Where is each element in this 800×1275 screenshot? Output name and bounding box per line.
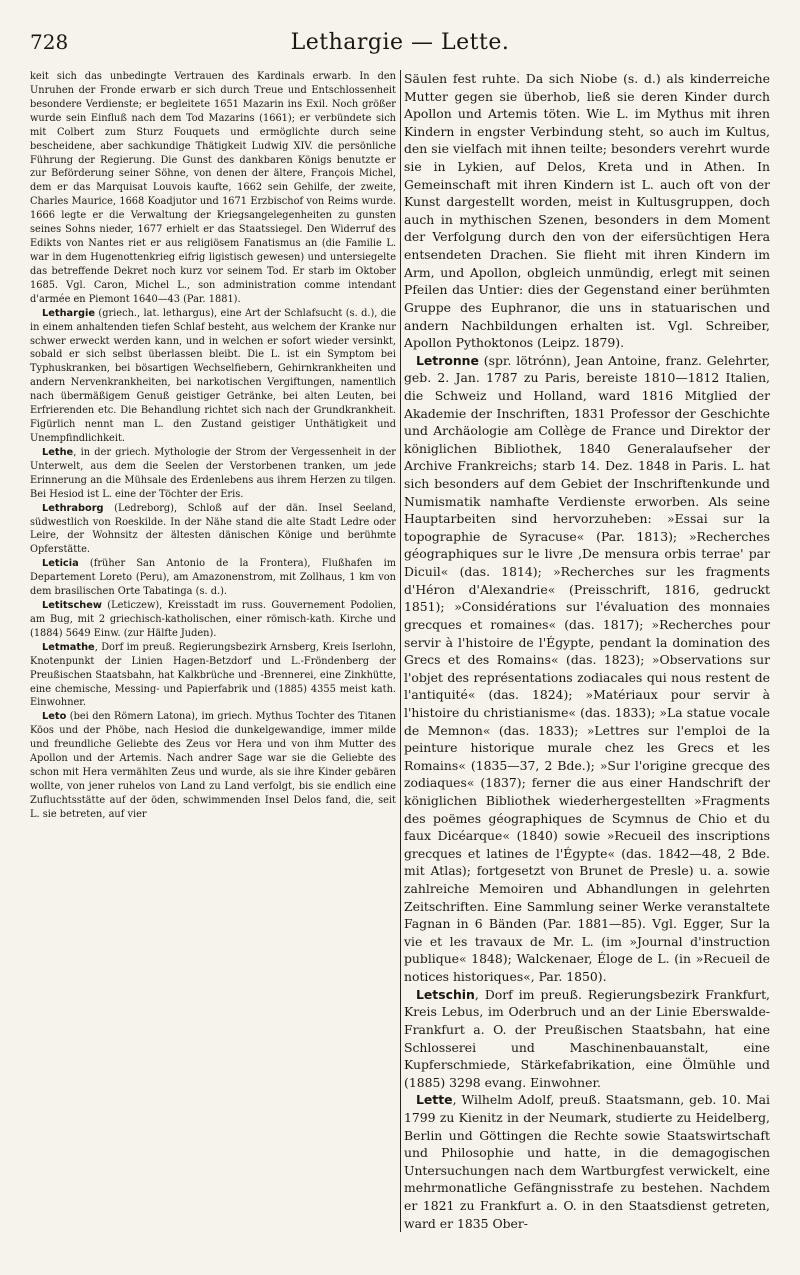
page-header [30, 30, 770, 64]
page-number: 728 [30, 30, 69, 54]
entry-text: , in der griech. Mythologie der Strom der Vergessenheit in der Unterwelt, aus dem die Seelen der Verstorbenen tranken, um jede Erinnerung an die Mühsale des Erdenlebens aus ihrem Herzen zu tilgen. Bei Hesiod ist L. eine der Töchter der Eris. [30, 446, 396, 500]
entry-headword: Lethraborg [42, 502, 104, 514]
entry-headword: Letronne [416, 352, 479, 368]
entry-text: , Dorf im preuß. Regierungsbezirk Arnsberg, Kreis Iserlohn, Knotenpunkt der Linien Hagen-Betzdorf und L.-Fröndenberg der Preußischen Staatsbahn, hat Kalkbrüche und -Brennerei, eine Zinkhütte, eine chemische, Messing- und Papierfabrik und (1885) 4355 meist kath. Einwohner. [30, 641, 396, 709]
dictionary-entry [30, 446, 396, 502]
entry-headword: Lethe [42, 446, 74, 458]
entry-headword: Letmathe [42, 641, 95, 653]
dictionary-entry [404, 1091, 770, 1232]
entry-headword: Letschin [416, 986, 475, 1002]
entry-text: (Ledreborg), Schloß auf der dän. Insel Seeland, südwestlich von Roeskilde. In der Nähe stand die alte Stadt Ledre oder Leire, der Wohnsitz der ältesten dänischen Könige und berühmte Opferstätte. [30, 502, 396, 556]
dictionary-entry [30, 710, 396, 821]
dictionary-entry [30, 70, 396, 307]
entry-text: (spr. lötrónn), Jean Antoine, franz. Gelehrter, geb. 2. Jan. 1787 zu Paris, bereiste 1810—1812 Italien, die Schweiz und Holland, ward 1816 Mitglied der Akademie der Inschriften, 1831 Professor der Geschichte und Archäologie am Collège de France und Direktor der königlichen Bibliothek, 1840 Generalaufseher der Archive Frankreichs; starb 14. Dez. 1848 in Paris. L. hat sich besonders auf dem Gebiet der Inschriftenkunde und Numismatik namhafte Verdienste erworben. Als seine Hauptarbeiten sind hervorzuheben: »Essai sur la topographie de Syracuse« (Par. 1813); »Recherches géographiques sur le livre ‚De mensura orbis terrae' par Dicuil« (das. 1814); »Recherches sur les fragments d'Héron d'Alexandrie« (Preisschrift, 1816, gedruckt 1851); »Considérations sur l'évaluation des monnaies grecques et romaines« (das. 1817); »Recherches pour servir à l'histoire de l'Égypte, pendant la domination des Grecs et des Romains« (das. 1823); »Observations sur l'objet des représentations zodiacales qui nous restent de l'antiquité« (das. 1824); »Matériaux pour servir à l'histoire du christianisme« (das. 1833); »La statue vocale de Memnon« (das. 1833); »Lettres sur l'emploi de la peinture historique murale chez les Grecs et les Romains« (1835—37, 2 Bde.); »Sur l'origine grecque des zodiaques« (1837); ferner die aus einer Handschrift der königlichen Bibliothek wiederhergestellten »Fragments des poëmes géographiques de Scymnus de Chio et du faux Dicéarque« (1840) sowie »Recueil des inscriptions grecques et latines de l'Égypte« (das. 1842—48, 2 Bde. mit Atlas); fortgesetzt von Brunet de Presle) u. a. sowie zahlreiche Memoiren und Abhandlungen in gelehrten Zeitschriften. Eine Sammlung seiner Werke veranstaltete Fagnan in 6 Bänden (Par. 1881—85). Vgl. Egger, Sur la vie et les travaux de Mr. L. (im »Journal d'instruction publique« 1848); Walckenaer, Éloge de L. (in »Recueil de notices historiques«, Par. 1850). [404, 352, 770, 985]
dictionary-entry [404, 986, 770, 1092]
dictionary-entry [404, 352, 770, 986]
dictionary-entry [30, 599, 396, 641]
entry-text: , Wilhelm Adolf, preuß. Staatsmann, geb. 10. Mai 1799 zu Kienitz in der Neumark, studierte zu Heidelberg, Berlin und Göttingen die Rechte sowie Staatswirtschaft und Philosophie und hatte, in die demagogischen Untersuchungen nach dem Wartburgfest verwickelt, eine mehrmonatliche Gefängnisstrafe zu bestehen. Nachdem er 1821 zu Frankfurt a. O. in den Staatsdienst getreten, ward er 1835 Ober- [404, 1092, 770, 1231]
entry-text: , Dorf im preuß. Regierungsbezirk Frankfurt, Kreis Lebus, im Oderbruch und an der Linie Eberswalde-Frankfurt a. O. der Preußischen Staatsbahn, hat eine Schlosserei und Maschinenbauanstalt, eine Kupferschmiede, Stärkefabrikation, eine Ölmühle und (1885) 3298 evang. Einwohner. [404, 986, 770, 1090]
entry-headword: Leticia [42, 558, 79, 570]
dictionary-entry [404, 70, 770, 352]
right-column [404, 70, 770, 1232]
column-divider [400, 70, 401, 1232]
entry-text: (früher San Antonio de la Frontera), Flußhafen im Departement Loreto (Peru), am Amazonenstrom, mit Zollhaus, 1 km von dem brasilischen Orte Tabatinga (s. d.). [30, 558, 396, 598]
left-column [30, 70, 396, 1232]
dictionary-entry [30, 502, 396, 558]
dictionary-entry [30, 641, 396, 711]
entry-headword: Lethargie [42, 307, 96, 319]
dictionary-entry [30, 557, 396, 599]
text-columns [30, 70, 770, 1232]
entry-headword: Leto [42, 711, 67, 723]
running-title: Lethargie — Lette. [290, 30, 510, 55]
entry-text: (Leticzew), Kreisstadt im russ. Gouvernement Podolien, am Bug, mit 2 griechisch-katholischen, einer römisch-kath. Kirche und (1884) 5649 Einw. (zur Hälfte Juden). [30, 600, 396, 639]
entry-headword: Letitschew [42, 600, 102, 612]
dictionary-entry [30, 307, 396, 446]
entry-text: (griech., lat. lethargus), eine Art der Schlafsucht (s. d.), die in einem anhaltenden tiefen Schlaf besteht, aus welchem der Kranke nur schwer erweckt werden kann, und in welchen er sofort wieder versinkt, sobald er sich selbst überlassen bleibt. Die L. ist ein Symptom bei Typhuskranken, bei bösartigen Wechselfiebern, Gehirnkrankheiten und andern Nervenkrankheiten, bei narkotischen Vergiftungen, namentlich nach übermäßigem Genuß geistiger Getränke, bei alten Leuten, bei Erfrierenden etc. Die Behandlung richtet sich nach der Grundkrankheit. Figürlich nennt man L. den Zustand geistiger Unthätigkeit und Unempfindlichkeit. [30, 307, 396, 444]
entry-text: (bei den Römern Latona), im griech. Mythus Tochter des Titanen Köos und der Phöbe, nach Hesiod die dunkelgewandige, immer milde und freundliche Geliebte des Zeus vor Hera und von ihm Mutter des Apollon und der Artemis. Nach andrer Sage war sie die Geliebte des schon mit Hera vermählten Zeus und wurde, als sie ihre Kinder gebären wollte, von jener ruhelos von Land zu Land verfolgt, bis sie endlich eine Zufluchtsstätte auf der öden, schwimmenden Insel Delos fand, die, seit L. sie betreten, auf vier [30, 711, 396, 820]
entry-headword: Lette [416, 1092, 453, 1108]
entry-text: Säulen fest ruhte. Da sich Niobe (s. d.) als kinderreiche Mutter gegen sie überhob, ließ sie deren Kinder durch Apollon und Artemis töten. Wie L. im Mythus mit ihren Kindern in engster Verbindung steht, so auch im Kultus, den sie vielfach mit ihnen teilte; besonders verehrt wurde sie in Lykien, auf Delos, Kreta und in Athen. In Gemeinschaft mit ihren Kindern ist L. auch oft von der Kunst dargestellt worden, meist in Kultusgruppen, doch auch in mythischen Szenen, besonders in dem Moment der Verfolgung durch den von der eifersüchtigen Hera entsendeten Drachen. Sie flieht mit ihren Kindern im Arm, und Apollon, obgleich unmündig, erlegt mit seinen Pfeilen das Untier: dies der Gegenstand einer berühmten Gruppe des Euphranor, die uns in statuarischen und andern Nachbildungen erhalten ist. Vgl. Schreiber, Apollon Pythoktonos (Leipz. 1879). [404, 71, 770, 351]
entry-text: keit sich das unbedingte Vertrauen des Kardinals erwarb. In den Unruhen der Fronde erwarb er sich durch Treue und Entschlossenheit besondere Verdienste; er begleitete 1651 Mazarin ins Exil. Noch größer wurde sein Einfluß nach dem Tod Mazarins (1661); er verbündete sich mit Colbert zum Sturz Fouquets und ermöglichte durch seine bescheidene, aber sachkundige Thätigkeit Ludwig XIV. die persönliche Führung der Regierung. Die Gunst des dankbaren Königs benutzte er zur Beförderung seiner Söhne, von denen der ältere, François Michel, dem er das Marquisat Louvois kaufte, 1662 sein Gehilfe, der zweite, Charles Maurice, 1668 Koadjutor und 1671 Erzbischof von Reims wurde. 1666 legte er die Verwaltung der Kriegsangelegenheiten zu gunsten seines Sohns nieder, 1677 erhielt er das Staatssiegel. Den Widerruf des Edikts von Nantes riet er aus religiösem Fanatismus an (die Familie L. war in dem Hugenottenkrieg eifrig ligistisch gewesen) und untersiegelte das betreffende Dekret noch kurz vor seinem Tod. Er starb im Oktober 1685. Vgl. Caron, Michel L., son administration comme intendant d'armée en Piemont 1640—43 (Par. 1881). [30, 71, 396, 305]
